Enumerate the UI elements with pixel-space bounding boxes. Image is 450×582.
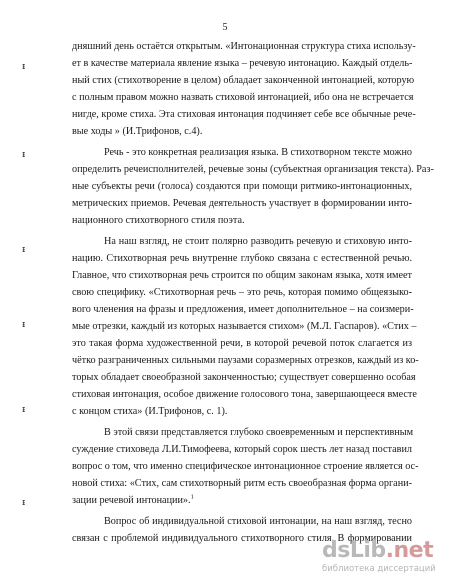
text-line: ный стих (стихотворение в целом) обладает законченной интонацией, которую	[72, 75, 415, 86]
text-line: торых обладает своеобразной законченностью; существует совершенно особая	[72, 372, 416, 383]
dslib-logo	[322, 538, 433, 563]
margin-mark: ᵻ	[22, 498, 26, 508]
text-line: вопрос о том, что именно специфическое интонационное строение является ос-	[72, 461, 419, 472]
text-line: Вопрос об индивидуальной стиховой интонации, на наш взгляд, тесно	[104, 516, 412, 527]
page-number: 5	[222, 22, 228, 33]
text-line: с полным правом можно назвать стиховой интонацией, ибо она не встречается	[72, 92, 414, 103]
text-line: определить речеисполнителей, речевые зоны (субъектная организация текста). Раз-	[72, 164, 434, 175]
text-line: нацию. Стихотворная речь внутренне глубоко связана с естественной речью.	[72, 253, 412, 264]
text-line: дняшний день остаётся открытым. «Интонационная структура стиха использу-	[72, 41, 416, 52]
text-line: стиховая интонация, особое движение голосового тона, завершающееся вместе	[72, 389, 417, 400]
text-line: На наш взгляд, не стоит полярно разводить речевую и стиховую инто-	[104, 236, 412, 247]
text-line: суждение стиховеда Л.И.Тимофеева, который сорок шесть лет назад поставил	[72, 444, 412, 455]
text-line-content: зации речевой интонации».	[72, 495, 191, 506]
margin-mark: ᵻ	[22, 405, 26, 415]
text-line: Главное, что стихотворная речь строится по общим законам языка, хотя имеет	[72, 270, 412, 281]
text-line: чётко разграниченных сильными паузами соразмерных отрезков, каждый из ко-	[72, 355, 419, 366]
text-line: вого членения на фразы и предложения, имеет дополнительное – на соизмери-	[72, 304, 414, 315]
dslib-watermark	[322, 538, 444, 578]
text-line: это такая форма художественной речи, в которой речевой поток слагается из	[72, 338, 412, 349]
text-line: вые ходы » (И.Трифонов, с.4).	[72, 126, 203, 137]
text-line: нигде, кроме стиха. Эта стиховая интонация подчиняет себе все обычные рече-	[72, 109, 416, 120]
watermark-subtitle: библиотека диссертаций	[322, 564, 436, 574]
text-line: свою специфику. «Стихотворная речь – это речь, которая помимо общеязыко-	[72, 287, 412, 298]
text-line: с концом стиха» (И.Трифонов, с. 1).	[72, 406, 228, 417]
text-line: ет в качестве материала явление языка – речевую интонацию. Каждый отдель-	[72, 58, 413, 69]
text-line: Речь - это конкретная реализация языка. В стихотворном тексте можно	[104, 147, 412, 158]
text-line: В этой связи представляется глубоко своевременным и перспективным	[104, 427, 414, 438]
text-line: ные субъекты речи (голоса) создаются при помощи ритмико-интонационных,	[72, 181, 412, 192]
text-line: метрических приемов. Речевая деятельность участвует в формировании инто-	[72, 198, 412, 209]
text-line: мые отрезки, каждый из которых называется стихом» (М.Л. Гаспаров). «Стих –	[72, 321, 417, 332]
logo-tld: .net	[385, 538, 434, 563]
text-line	[72, 494, 412, 507]
logo-main: dsLib	[322, 538, 386, 563]
margin-mark: ᵻ	[22, 62, 26, 72]
margin-mark: ᵻ	[22, 150, 26, 160]
text-line: связан с проблемой индивидуального стихотворного стиля. В формировании	[72, 533, 412, 544]
footnote-ref[interactable]: 1	[190, 493, 194, 501]
margin-mark: ᵻ	[22, 245, 26, 255]
margin-mark: ᵻ	[22, 320, 26, 330]
text-line: новой стиха: «Стих, сам стихотворный ритм есть своеобразная форма органи-	[72, 478, 412, 489]
text-line: национного стихотворного стиля поэта.	[72, 215, 245, 226]
